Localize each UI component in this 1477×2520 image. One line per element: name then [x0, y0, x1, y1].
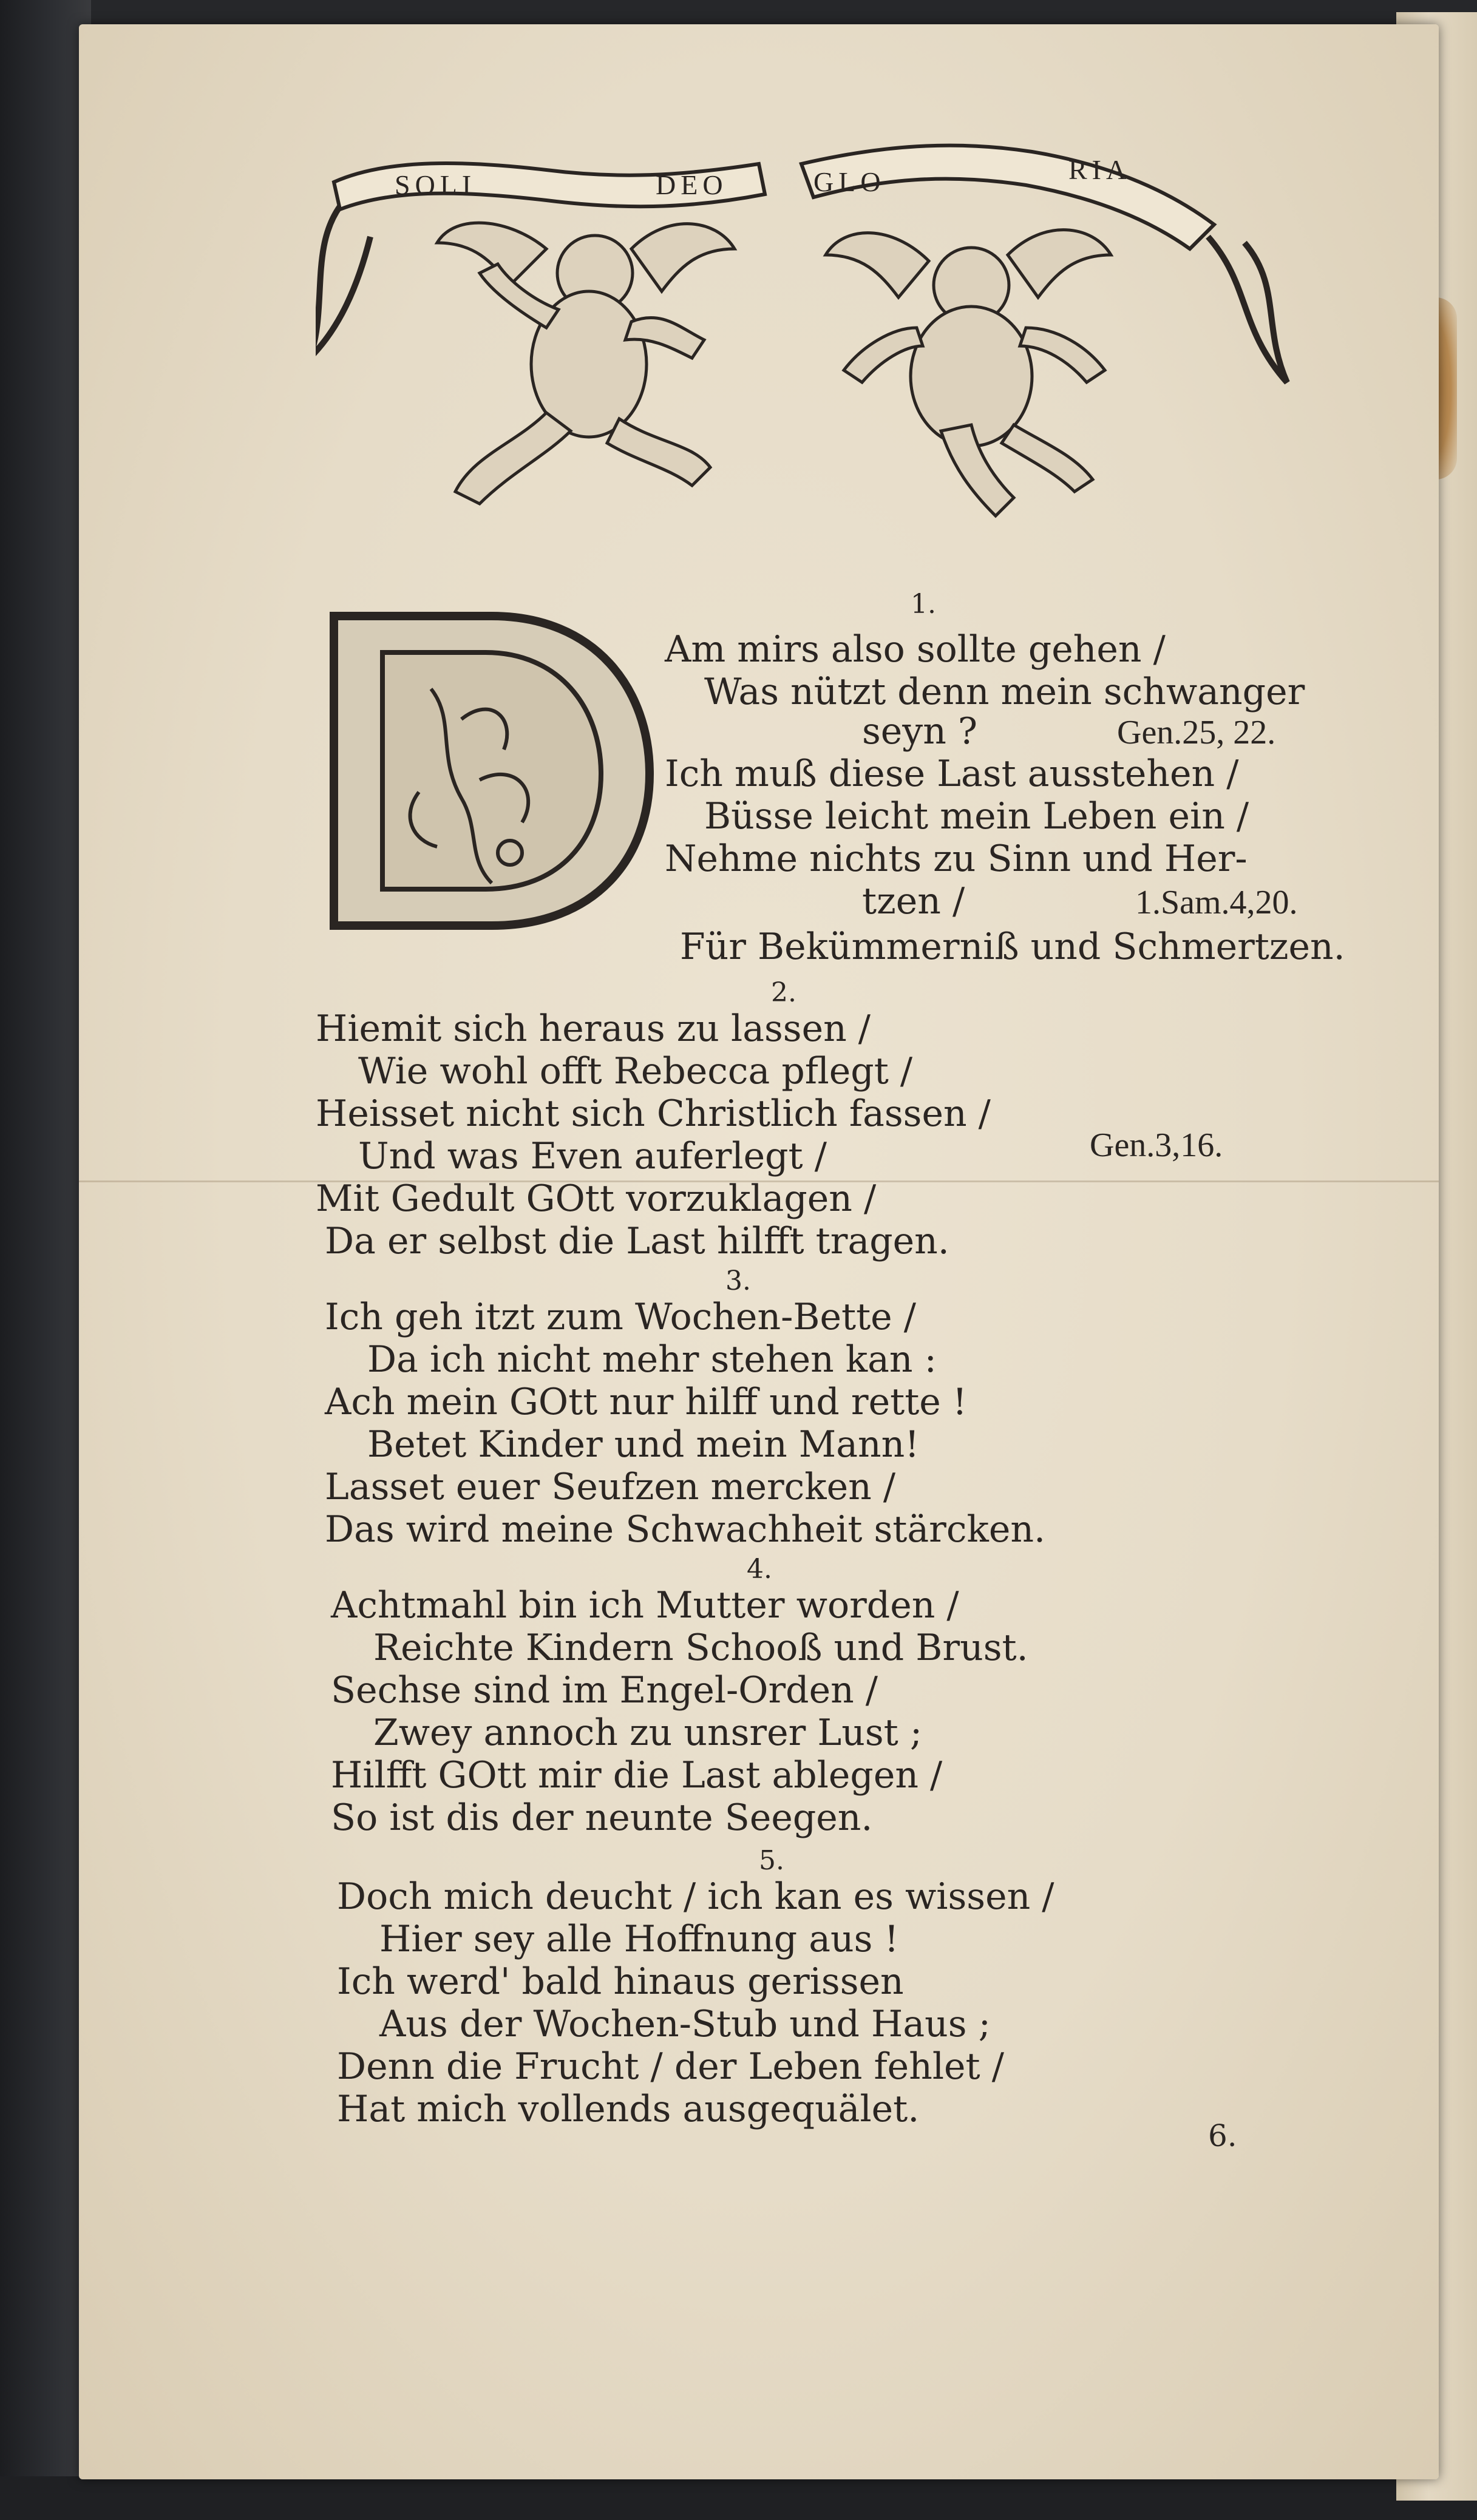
stanza-3-line-4: Betet Kinder und mein Mann!	[367, 1423, 920, 1466]
stanza-4-line-2: Reichte Kindern Schooß und Brust.	[373, 1627, 1028, 1669]
stanza-number: 5.	[759, 1845, 784, 1876]
stanza-number: 2.	[771, 977, 796, 1008]
stanza-5-line-4: Aus der Wochen-Stub und Haus ;	[379, 2003, 991, 2045]
scripture-ref: Gen.25, 22.	[1117, 714, 1276, 751]
stanza-2-line-1: Hiemit sich heraus zu lassen /	[316, 1008, 871, 1050]
banner-word-1: SOLI	[395, 169, 477, 200]
scripture-ref: Gen.3,16.	[1090, 1126, 1223, 1164]
scripture-ref: 1.Sam.4,20.	[1135, 884, 1298, 921]
stanza-number: 1.	[911, 589, 936, 620]
cherub-banner-illustration	[316, 127, 1311, 540]
stanza-number: 4.	[747, 1554, 772, 1585]
stanza-5-line-2: Hier sey alle Hoffnung aus !	[379, 1918, 899, 1960]
stanza-number: 3.	[725, 1265, 751, 1296]
stanza-1-line-4: Ich muß diese Last ausstehen /	[665, 753, 1239, 795]
stanza-5-line-1: Doch mich deucht / ich kan es wissen /	[337, 1875, 1054, 1918]
banner-word-2: DEO	[656, 169, 728, 200]
stanza-1-line-5: Büsse leicht mein Leben ein /	[704, 795, 1249, 838]
stanza-4-line-3: Sechse sind im Engel-Orden /	[331, 1669, 878, 1712]
banner-word-3: GLO	[813, 166, 886, 197]
stanza-1-line-8: Für Bekümmerniß und Schmertzen.	[680, 926, 1345, 968]
stanza-5-line-5: Denn die Frucht / der Leben fehlet /	[337, 2045, 1004, 2088]
stanza-4-line-5: Hilfft GOtt mir die Last ablegen /	[331, 1754, 943, 1797]
catchword: 6.	[1208, 2118, 1237, 2153]
banner-word-4: RIA	[1068, 154, 1132, 185]
stanza-3-line-6: Das wird meine Schwachheit stärcken.	[325, 1508, 1046, 1551]
stanza-1-line-7: tzen /	[862, 880, 965, 923]
drop-cap-ornament	[310, 598, 668, 944]
stanza-5-line-6: Hat mich vollends ausgequälet.	[337, 2088, 920, 2130]
stanza-3-line-3: Ach mein GOtt nur hilff und rette !	[325, 1381, 967, 1423]
stanza-4-line-4: Zwey annoch zu unsrer Lust ;	[373, 1712, 923, 1754]
background-left	[0, 0, 91, 2520]
stanza-4-line-1: Achtmahl bin ich Mutter worden /	[331, 1584, 959, 1627]
stanza-3-line-2: Da ich nicht mehr stehen kan :	[367, 1338, 937, 1381]
stanza-1-line-2: Was nützt denn mein schwanger	[704, 671, 1305, 713]
background-bottom	[0, 2476, 1477, 2520]
stanza-2-line-3: Heisset nicht sich Christlich fassen /	[316, 1092, 991, 1135]
stanza-2-line-2: Wie wohl offt Rebecca pflegt /	[358, 1050, 913, 1092]
stanza-3-line-5: Lasset euer Seufzen mercken /	[325, 1466, 896, 1508]
stanza-4-line-6: So ist dis der neunte Seegen.	[331, 1797, 873, 1839]
stanza-1-line-1: Am mirs also sollte gehen /	[665, 628, 1166, 671]
stanza-5-line-3: Ich werd' bald hinaus gerissen	[337, 1960, 904, 2003]
stanza-2-line-4: Und was Even auferlegt /	[358, 1135, 827, 1177]
stanza-3-line-1: Ich geh itzt zum Wochen-Bette /	[325, 1296, 916, 1338]
stanza-2-line-5: Mit Gedult GOtt vorzuklagen /	[316, 1177, 877, 1220]
stanza-2-line-6: Da er selbst die Last hilfft tragen.	[325, 1220, 949, 1262]
stanza-1-line-6: Nehme nichts zu Sinn und Her-	[665, 838, 1248, 880]
stanza-1-line-3: seyn ?	[862, 710, 978, 753]
